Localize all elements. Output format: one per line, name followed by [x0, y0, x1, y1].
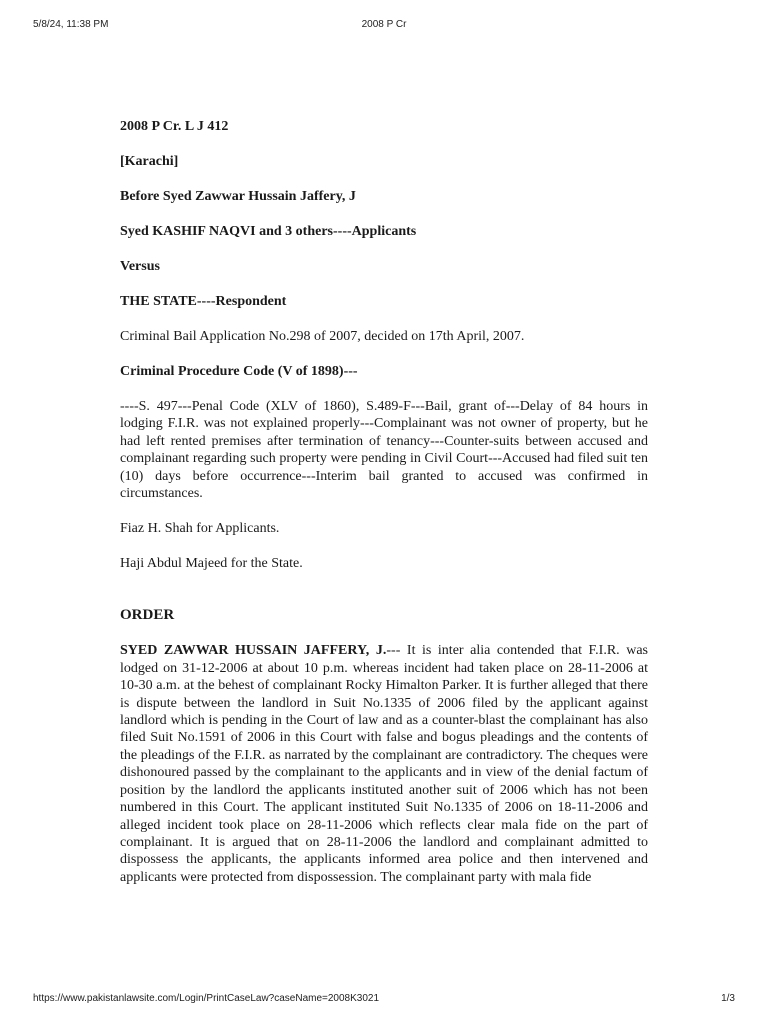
respondent: THE STATE----Respondent — [120, 294, 287, 309]
page-number: 1/3 — [721, 993, 735, 1004]
order-text: --- It is inter alia contended that F.I.R. was lodged on 31-12-2006 at about 10 p.m. whereas incident had taken place on 28-11-2006 at 10-30 a.m. at the behest of complainant Rocky Himalton Parker. It is further alleged that there is dispute between the landlord in Suit No.1335 of 2006 filed by the applicant against landlord which is pending in the Court of law and as a counter-blast the complainant has also filed Suit No.1591 of 2006 in this Court with false and bogus pleadings and the contents of the pleadings of the F.I.R. as narrated by the complainant are contradictory. The cheques were dishonoured passed by the complainant to the applicants and in view of the denial factum of position by the landlord the applicants instituted another suit of 2006 which has not been numbered in this Court. The applicant instituted Suit No.1335 of 2006 on 18-11-2006 and alleged incident took place on 28-11-2006 which reflects clear mala fide on the part of complainant. It is argued that on 28-11-2006 the landlord and complainant admitted to dispossess the applicants, the applicants informed area police and then intervened and applicants were protected from dispossession. The complainant party with mala fide — [120, 643, 649, 885]
source-url: https://www.pakistanlawsite.com/Login/PrintCaseLaw?caseName=2008K3021 — [33, 993, 380, 1004]
court-name: [Karachi] — [120, 154, 179, 169]
print-title: 2008 P Cr — [361, 19, 407, 30]
applicants: Syed KASHIF NAQVI and 3 others----Applicants — [120, 224, 417, 239]
headnote: ----S. 497---Penal Code (XLV of 1860), S.489-F---Bail, grant of---Delay of 84 hours in lodging F.I.R. was not explained properly---Complainant was not owner of property, but he had left rented premises after termination of tenancy---Counter-suits between accused and complainant regarding such property were pending in Civil Court---Accused had filed suit ten (10) days before occurrence---Interim bail granted to accused was confirmed in circumstances. — [120, 399, 648, 502]
citation: 2008 P Cr. L J 412 — [120, 119, 229, 134]
order-paragraph — [120, 642, 648, 886]
order-judge: SYED ZAWWAR HUSSAIN JAFFERY, J. — [120, 643, 387, 659]
versus: Versus — [120, 259, 160, 274]
counsel-applicants: Fiaz H. Shah for Applicants. — [120, 521, 280, 537]
counsel-state: Haji Abdul Majeed for the State. — [120, 556, 303, 572]
bench: Before Syed Zawwar Hussain Jaffery, J — [120, 189, 356, 204]
statute-heading: Criminal Procedure Code (V of 1898)--- — [120, 364, 358, 379]
case-info: Criminal Bail Application No.298 of 2007, decided on 17th April, 2007. — [120, 329, 525, 344]
print-datetime: 5/8/24, 11:38 PM — [33, 19, 109, 30]
case-document — [120, 118, 648, 886]
order-heading: ORDER — [120, 607, 175, 624]
